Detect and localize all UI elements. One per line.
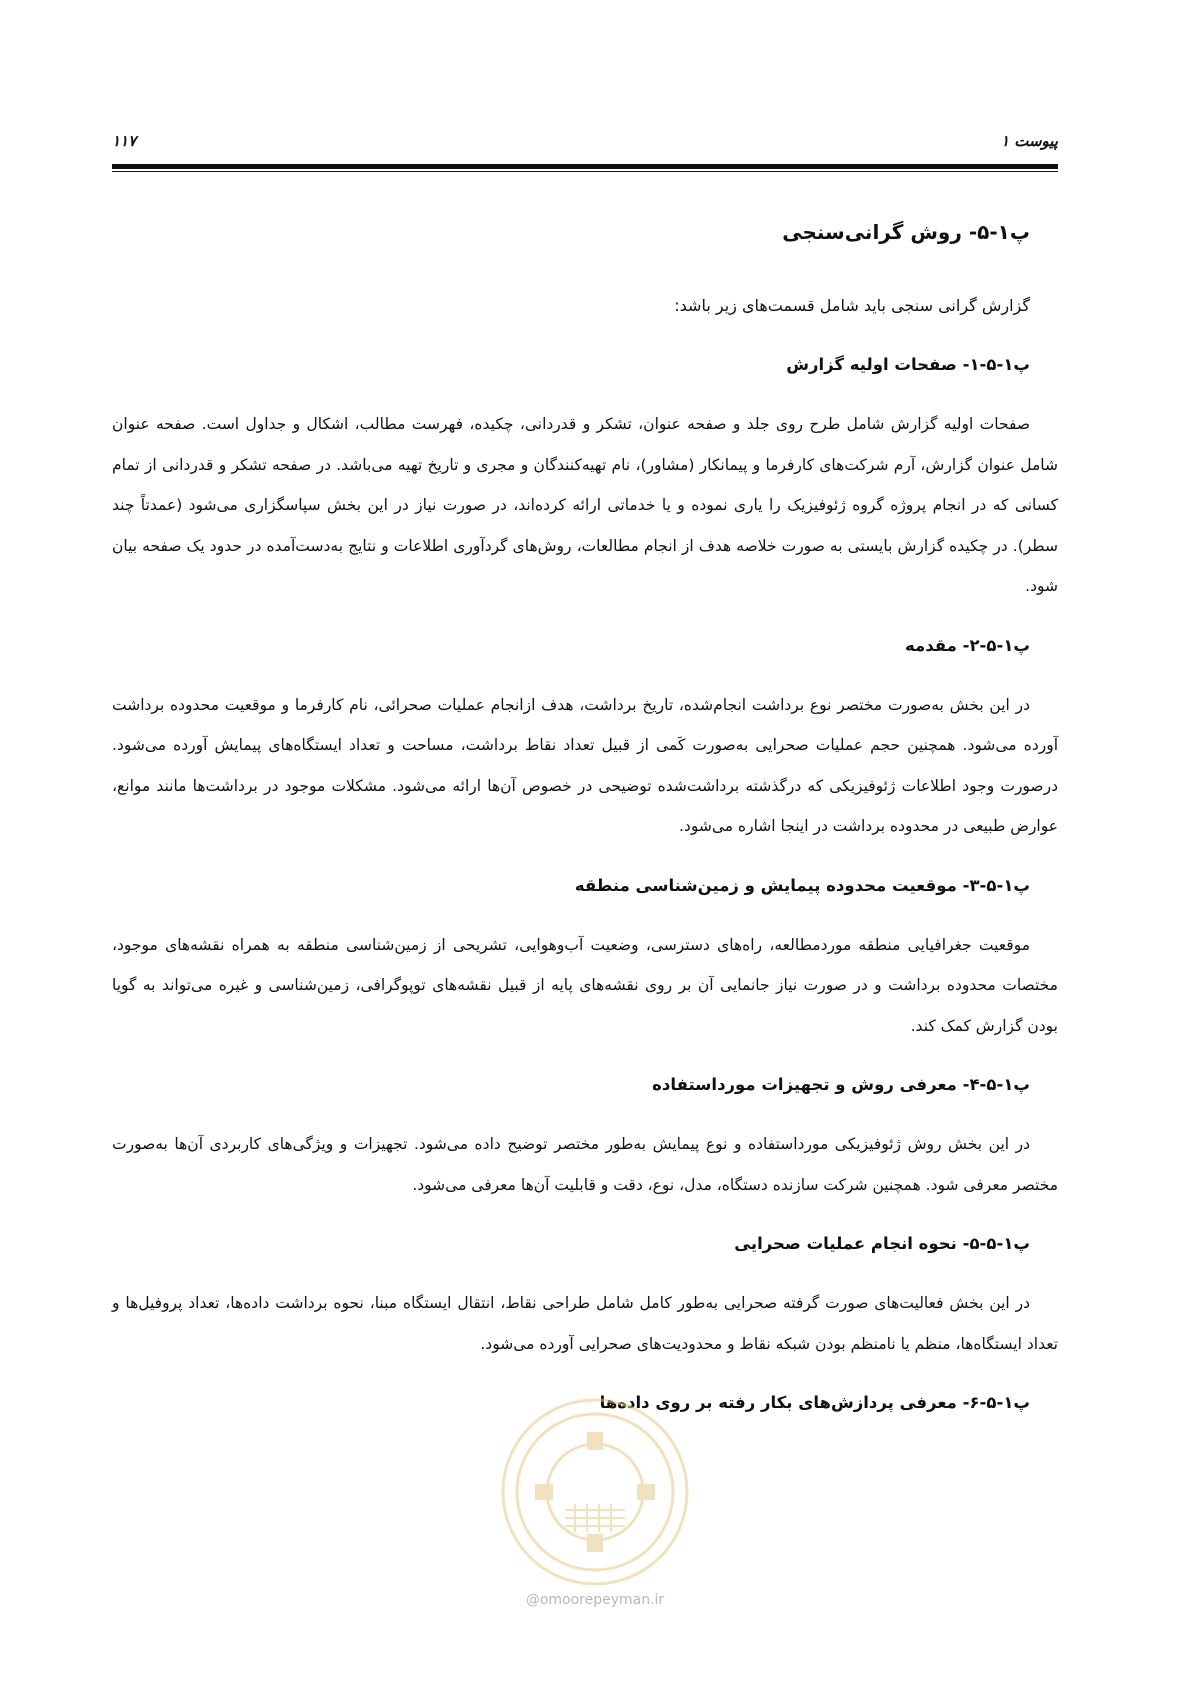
watermark-url: @omoorepeyman.ir bbox=[525, 1592, 665, 1608]
subsection-body-4: در این بخش روش ژئوفیزیکی مورداستفاده و نوع پیمایش به‌طور مختصر توضیح داده می‌شود. تجهیزات و ویژگی‌های کاربردی آن‌ها به‌صورت مختصر معرفی شود. همچنین شرکت سازنده دستگاه، مدل، نوع، دقت و قابلیت آن‌ها معرفی می‌شود. bbox=[112, 1135, 1058, 1194]
section-title: پ۱-۵- روش گرانی‌سنجی bbox=[782, 220, 1030, 244]
subsection-body-1: صفحات اولیه گزارش شامل طرح روی جلد و صفحه عنوان، تشکر و قدردانی، چکیده، فهرست مطالب، اشکال و جداول است. صفحه عنوان شامل عنوان گزارش، آرم شرکت‌های کارفرما و پیمانکار (مشاور)، نام تهیه‌کنندگان و مجری و تاریخ تهیه می‌باشد. در صفحه تشکر و قدردانی از تمام کسانی که در انجام پروژه گروه ژئوفیزیک را یاری نموده و یا خدماتی ارائه کرده‌اند، در صورت نیاز در این بخش سپاسگزاری می‌شود (عمدتاً چند سطر). در چکیده گزارش بایستی به صورت خلاصه هدف از انجام مطالعات، روش‌های گردآوری اطلاعات و نتایج به‌دست‌آمده در حدود یک صفحه بیان شود. bbox=[112, 415, 1058, 595]
subsection-title-1: پ۱-۵-۱- صفحات اولیه گزارش bbox=[786, 355, 1030, 374]
subsection-body-5: در این بخش فعالیت‌های صورت گرفته صحرایی به‌طور کامل شامل طراحی نقاط، انتقال ایستگاه مبنا، نحوه برداشت داده‌ها، تعداد پروفیل‌ها و تعداد ایستگاه‌ها، منظم یا نامنظم بودن شبکه نقاط و محدودیت‌های صحرایی آورده می‌شود. bbox=[112, 1294, 1058, 1353]
document-body bbox=[112, 214, 1058, 1442]
header-rule-thin bbox=[112, 171, 1058, 172]
subsection-title-3: پ۱-۵-۳- موقعیت محدوده پیمایش و زمین‌شناسی منطقه bbox=[574, 875, 1030, 895]
subsection-title-2: پ۱-۵-۲- مقدمه bbox=[905, 635, 1030, 655]
subsection-body-3: موقعیت جغرافیایی منطقه موردمطالعه، راه‌های دسترسی، وضعیت آب‌وهوایی، تشریحی از زمین‌شناسی منطقه به همراه نقشه‌های موجود، مختصات محدوده برداشت و در صورت نیاز جانمایی آن بر روی نقشه‌های پایه از قبیل نقشه‌های توپوگرافی، زمین‌شناسی و غیره می‌تواند به گویا بودن گزارش کمک کند. bbox=[112, 935, 1058, 1035]
page-number: ۱۱۷ bbox=[112, 132, 137, 150]
section-intro: گزارش گرانی سنجی باید شامل قسمت‌های زیر باشد: bbox=[674, 296, 1030, 315]
header-title: پیوست ۱ bbox=[1000, 132, 1058, 150]
header-rule-thick bbox=[112, 164, 1058, 169]
subsection-title-5: پ۱-۵-۵- نحوه انجام عملیات صحرایی bbox=[734, 1234, 1030, 1253]
page-header bbox=[112, 128, 1058, 158]
watermark-seal-icon bbox=[495, 1392, 695, 1592]
subsection-title-6: پ۱-۵-۶- معرفی پردازش‌های بکار رفته بر روی داده‌ها bbox=[599, 1393, 1030, 1412]
subsection-title-4: پ۱-۵-۴- معرفی روش و تجهیزات مورداستفاده bbox=[652, 1075, 1030, 1094]
subsection-body-2: در این بخش به‌صورت مختصر نوع برداشت انجام‌شده، تاریخ برداشت، هدف ازانجام عملیات صحرائی، نام کارفرما و موقعیت محدوده برداشت آورده می‌شود. همچنین حجم عملیات صحرایی به‌صورت کَمی از قبیل تعداد نقاط برداشت، مساحت و تعداد ایستگاه‌های پیمایش آورده می‌شود. درصورت وجود اطلاعات ژئوفیزیکی که درگذشته برداشت‌شده توضیحی در خصوص آن‌ها ارائه می‌شود. مشکلات موجود در برداشت‌ها مانند موانع، عوارض طبیعی در محدوده برداشت در اینجا اشاره می‌شود. bbox=[112, 695, 1058, 835]
